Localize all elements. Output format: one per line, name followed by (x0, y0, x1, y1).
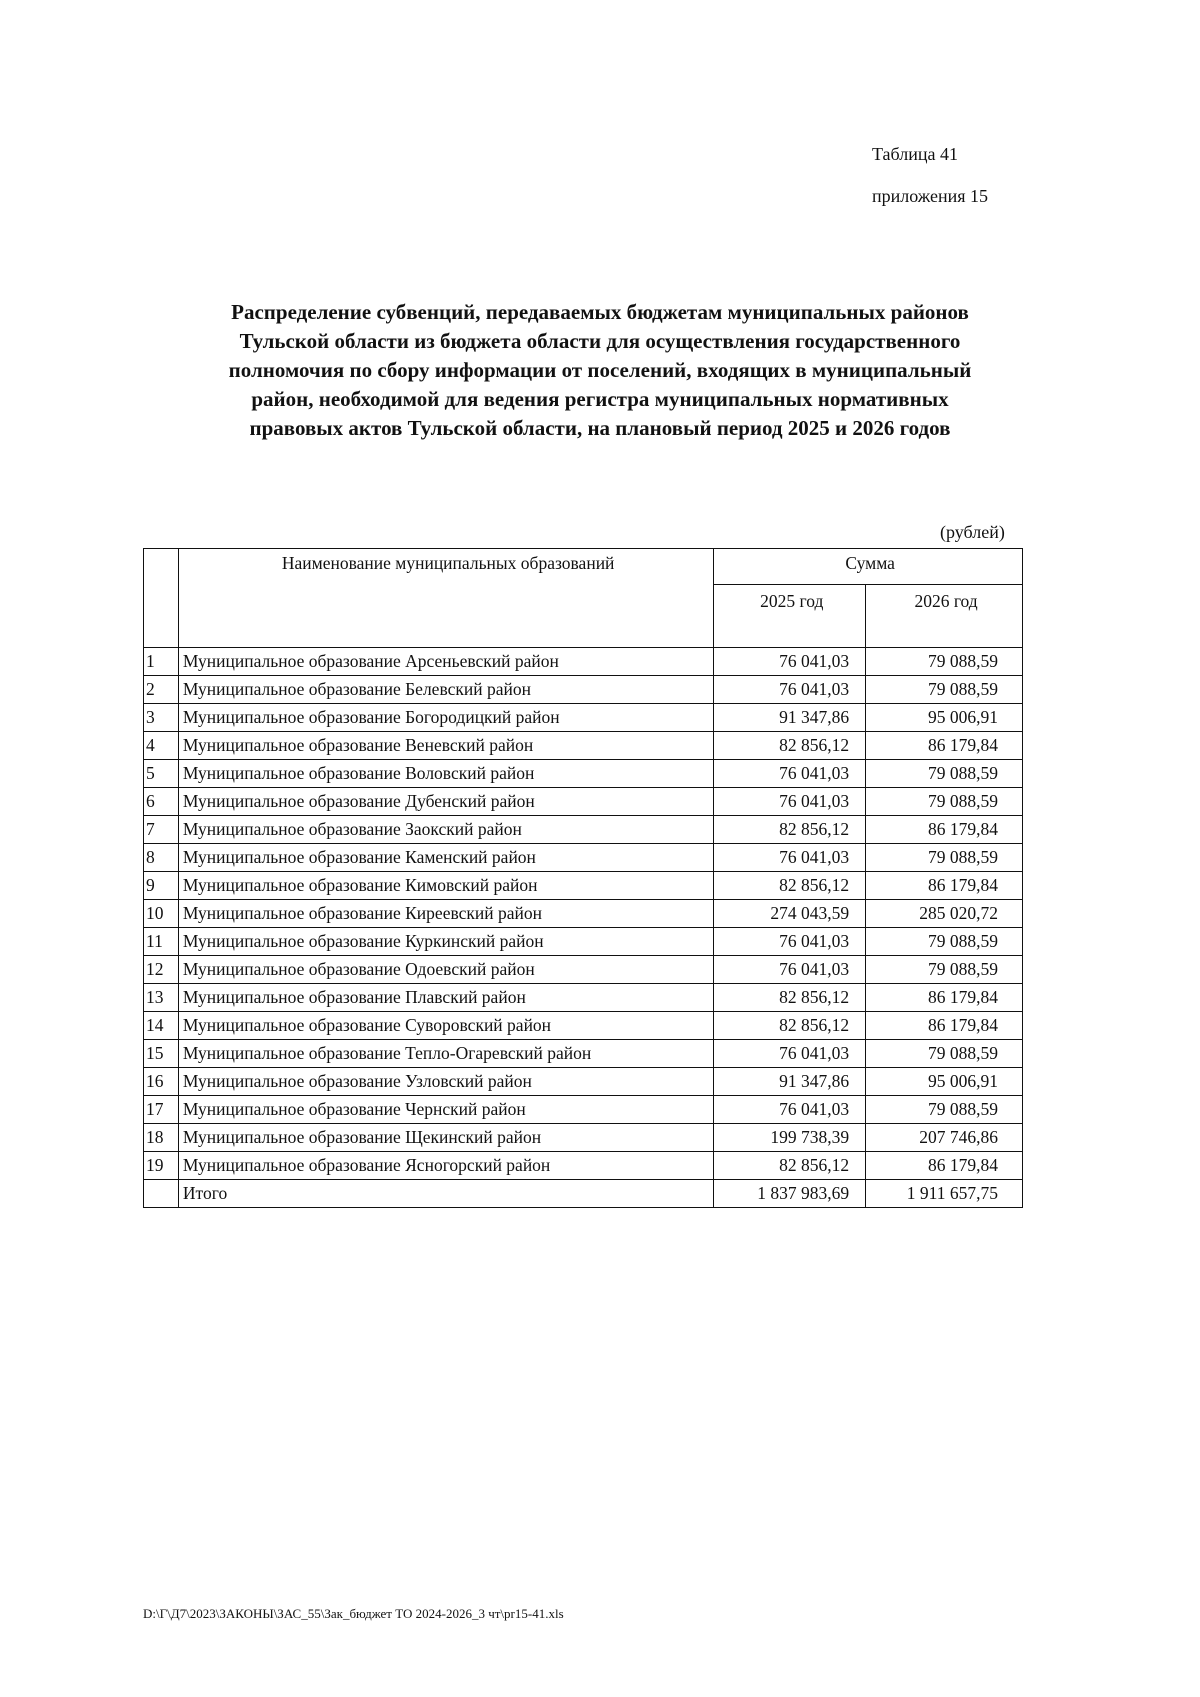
amount-2025: 82 856,12 (714, 732, 866, 760)
table-row (144, 1012, 1023, 1040)
row-number: 17 (144, 1096, 179, 1124)
municipality-name: Муниципальное образование Каменский район (178, 844, 713, 872)
title-line: Тульской области из бюджета области для осуществления государственного (239, 329, 961, 353)
amount-2025: 76 041,03 (714, 788, 866, 816)
title-line: полномочия по сбору информации от поселений, входящих в муниципальный (228, 358, 972, 382)
row-number: 3 (144, 704, 179, 732)
table-row (144, 648, 1023, 676)
amount-2025: 82 856,12 (714, 816, 866, 844)
amount-2026: 95 006,91 (866, 704, 1023, 732)
year-2025-header: 2025 год (714, 585, 866, 648)
amount-2026: 86 179,84 (866, 1012, 1023, 1040)
amount-2025: 76 041,03 (714, 928, 866, 956)
amount-2025: 274 043,59 (714, 900, 866, 928)
municipality-name: Муниципальное образование Кимовский район (178, 872, 713, 900)
row-number: 15 (144, 1040, 179, 1068)
municipality-name: Муниципальное образование Плавский район (178, 984, 713, 1012)
row-number: 6 (144, 788, 179, 816)
municipality-name: Муниципальное образование Ясногорский район (178, 1152, 713, 1180)
table-row (144, 928, 1023, 956)
municipality-name: Муниципальное образование Киреевский район (178, 900, 713, 928)
amount-2026: 86 179,84 (866, 732, 1023, 760)
municipality-name: Итого (178, 1180, 713, 1208)
municipality-name: Муниципальное образование Щекинский район (178, 1124, 713, 1152)
amount-2026: 285 020,72 (866, 900, 1023, 928)
row-number: 8 (144, 844, 179, 872)
row-number: 10 (144, 900, 179, 928)
table-row (144, 844, 1023, 872)
amount-2026: 79 088,59 (866, 928, 1023, 956)
table-row (144, 760, 1023, 788)
municipality-name: Муниципальное образование Белевский район (178, 676, 713, 704)
document-title (130, 298, 1070, 443)
table-row (144, 816, 1023, 844)
table-row (144, 1152, 1023, 1180)
table-number: Таблица 41 (872, 144, 958, 164)
amount-2026: 79 088,59 (866, 1096, 1023, 1124)
row-number: 14 (144, 1012, 179, 1040)
table-row (144, 732, 1023, 760)
table-row (144, 676, 1023, 704)
municipality-name: Муниципальное образование Веневский район (178, 732, 713, 760)
amount-2025: 76 041,03 (714, 676, 866, 704)
row-number: 1 (144, 648, 179, 676)
municipality-name: Муниципальное образование Воловский район (178, 760, 713, 788)
number-header (144, 549, 179, 648)
table-row (144, 872, 1023, 900)
amount-2025: 82 856,12 (714, 1152, 866, 1180)
municipality-name: Муниципальное образование Куркинский район (178, 928, 713, 956)
municipality-name: Муниципальное образование Узловский район (178, 1068, 713, 1096)
title-line: Распределение субвенций, передаваемых бюджетам муниципальных районов (231, 300, 969, 324)
amount-2025: 76 041,03 (714, 956, 866, 984)
amount-2026: 79 088,59 (866, 1040, 1023, 1068)
row-number: 7 (144, 816, 179, 844)
municipality-name: Муниципальное образование Суворовский район (178, 1012, 713, 1040)
table-row (144, 788, 1023, 816)
amount-2025: 76 041,03 (714, 760, 866, 788)
appendix-label: приложения 15 (872, 186, 989, 206)
amount-2025: 82 856,12 (714, 872, 866, 900)
amount-2026: 86 179,84 (866, 984, 1023, 1012)
row-number (144, 1180, 179, 1208)
amount-2025: 76 041,03 (714, 1096, 866, 1124)
amount-2025: 1 837 983,69 (714, 1180, 866, 1208)
units-label: (рублей) (940, 522, 1005, 542)
amount-2026: 79 088,59 (866, 956, 1023, 984)
amount-2026: 86 179,84 (866, 816, 1023, 844)
amount-2026: 79 088,59 (866, 788, 1023, 816)
table-row (144, 900, 1023, 928)
table-row (144, 1068, 1023, 1096)
table-row (144, 956, 1023, 984)
table-row (144, 984, 1023, 1012)
amount-2026: 86 179,84 (866, 872, 1023, 900)
row-number: 16 (144, 1068, 179, 1096)
row-number: 19 (144, 1152, 179, 1180)
table-row (144, 1124, 1023, 1152)
amount-2025: 76 041,03 (714, 648, 866, 676)
amount-2025: 82 856,12 (714, 984, 866, 1012)
amount-2026: 79 088,59 (866, 844, 1023, 872)
year-2026-header: 2026 год (866, 585, 1023, 648)
amount-2026: 79 088,59 (866, 760, 1023, 788)
table-row (144, 704, 1023, 732)
municipality-name: Муниципальное образование Арсеньевский район (178, 648, 713, 676)
sum-header: Сумма (714, 549, 1023, 585)
amount-2025: 91 347,86 (714, 704, 866, 732)
row-number: 11 (144, 928, 179, 956)
row-number: 9 (144, 872, 179, 900)
amount-2026: 79 088,59 (866, 676, 1023, 704)
municipality-name: Муниципальное образование Дубенский район (178, 788, 713, 816)
file-path-footer: D:\Г\Д7\2023\ЗАКОНЫ\ЗАС_55\Зак_бюджет ТО 2024-2026_3 чт\pr15-41.xls (143, 1606, 564, 1621)
row-number: 18 (144, 1124, 179, 1152)
title-line: правовых актов Тульской области, на плановый период 2025 и 2026 годов (249, 416, 951, 440)
row-number: 2 (144, 676, 179, 704)
amount-2026: 207 746,86 (866, 1124, 1023, 1152)
amount-2025: 76 041,03 (714, 1040, 866, 1068)
title-line: район, необходимой для ведения регистра муниципальных нормативных (251, 387, 949, 411)
amount-2025: 91 347,86 (714, 1068, 866, 1096)
amount-2025: 82 856,12 (714, 1012, 866, 1040)
row-number: 13 (144, 984, 179, 1012)
subvention-table (143, 548, 1023, 1208)
municipality-name: Муниципальное образование Заокский район (178, 816, 713, 844)
row-number: 5 (144, 760, 179, 788)
municipality-name: Муниципальное образование Чернский район (178, 1096, 713, 1124)
municipality-name: Муниципальное образование Одоевский район (178, 956, 713, 984)
name-header: Наименование муниципальных образований (178, 549, 713, 648)
municipality-name: Муниципальное образование Богородицкий район (178, 704, 713, 732)
table-row (144, 1040, 1023, 1068)
row-number: 12 (144, 956, 179, 984)
amount-2025: 199 738,39 (714, 1124, 866, 1152)
amount-2026: 1 911 657,75 (866, 1180, 1023, 1208)
municipality-name: Муниципальное образование Тепло-Огаревский район (178, 1040, 713, 1068)
total-row (144, 1180, 1023, 1208)
amount-2026: 79 088,59 (866, 648, 1023, 676)
table-row (144, 1096, 1023, 1124)
amount-2025: 76 041,03 (714, 844, 866, 872)
amount-2026: 95 006,91 (866, 1068, 1023, 1096)
amount-2026: 86 179,84 (866, 1152, 1023, 1180)
row-number: 4 (144, 732, 179, 760)
